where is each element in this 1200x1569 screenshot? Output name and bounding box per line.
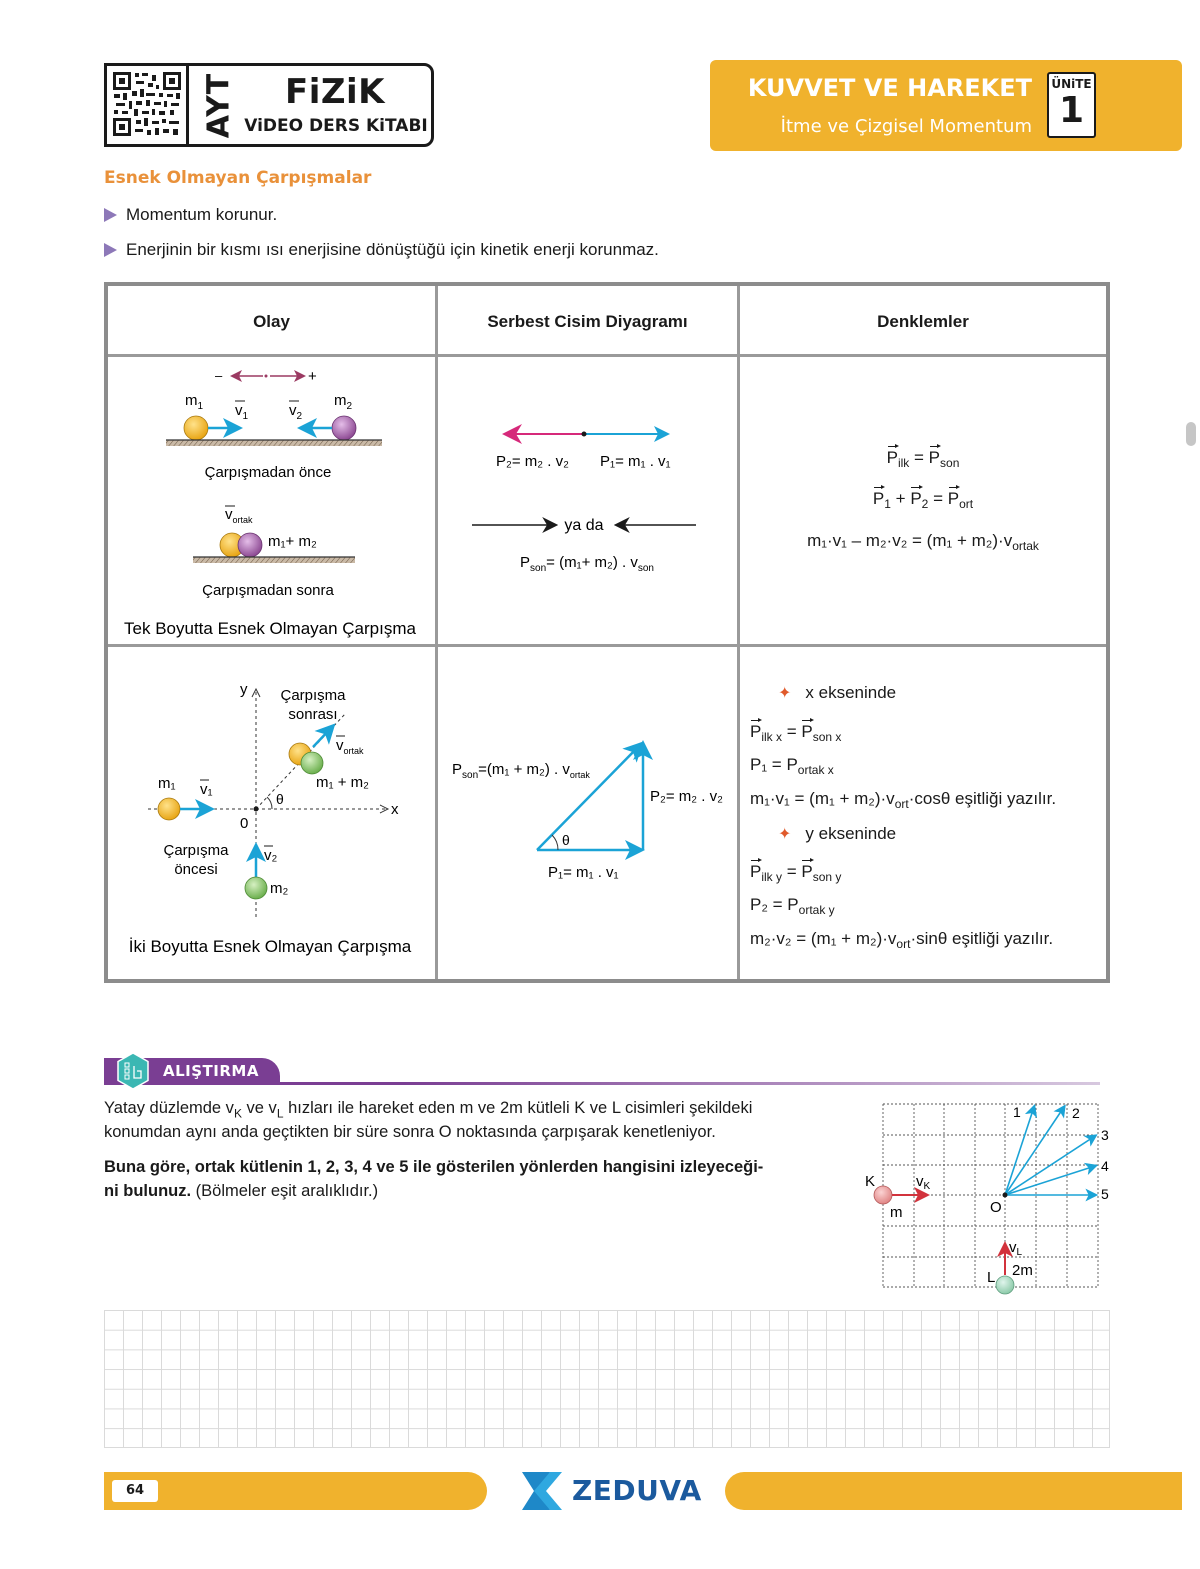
ball-m2 (238, 533, 262, 557)
point-O-label: O (990, 1199, 1002, 1216)
unit-subtitle: İtme ve Çizgisel Momentum (780, 116, 1032, 137)
x-equation-2: $P_1 = P_{ortak x}$ (750, 755, 834, 777)
header-olay: Olay (253, 312, 290, 331)
scrollbar-thumb[interactable] (1186, 422, 1196, 446)
object-K (874, 1186, 892, 1204)
mass-L-label: 2m (1012, 1262, 1033, 1279)
equation-momentum-conservation: $P_{ilk} = P_{son}$ (886, 448, 960, 470)
theta-arc (267, 797, 272, 809)
header-equations: Denklemler (877, 312, 969, 331)
star-bullet-icon: ✦ (778, 826, 792, 843)
velocity-K-label: $v_K$ (916, 1173, 931, 1192)
velocity-2-label: v₂ (264, 847, 278, 864)
direction-1-label: 1 (1013, 1104, 1021, 1120)
answer-work-grid[interactable] (104, 1310, 1110, 1448)
book-brand-box (104, 63, 434, 147)
origin-label: 0 (240, 815, 249, 832)
exercise-text-line-1: Yatay düzlemde $v_K$ ve $v_L$ hızları ile hareket eden m ve 2m kütleli K ve L cisimleri şekildeki (104, 1099, 753, 1121)
x-axis-heading: ✦ x ekseninde (778, 683, 897, 702)
unit-label: ÜNiTE (1051, 77, 1092, 91)
page-number: 64 (112, 1480, 158, 1502)
final-momentum-formula: $P_{son}=(m_1 + m_2)$ . $v_{ortak}$ (452, 761, 590, 781)
exercise-grid-figure (850, 1095, 1120, 1300)
x-equation-1: $P_{ilk x} = P_{son x}$ (750, 722, 842, 744)
y-axis-heading: ✦ y ekseninde (778, 824, 897, 843)
exercise-checklist-icon (116, 1052, 150, 1090)
origin-dot (254, 807, 259, 812)
one-dimensional-collision-figure (108, 357, 435, 644)
positive-sign: + (308, 368, 317, 385)
equation-scalar-momentum: $m_1\cdot v_1 - m_2\cdot v_2 = (m_1 + m_2)\cdot v_{ortak}$ (807, 531, 1039, 553)
zeduva-logo-icon (520, 1470, 566, 1512)
theta-label: θ (562, 832, 570, 848)
y-equation-1: $P_{ilk y} = P_{son y}$ (750, 862, 842, 884)
point-O (1003, 1193, 1008, 1198)
mass-2-label: m₂ (270, 880, 289, 897)
combined-mass-label: m₁ + m₂ (316, 774, 369, 791)
theta-arc (552, 835, 558, 850)
velocity-common-label: $v_{ortak}$ (225, 506, 253, 525)
unit-number: 1 (1058, 90, 1085, 131)
ball-m2 (332, 416, 356, 440)
ball-m2 (301, 752, 323, 774)
velocity-L-label: $v_L$ (1009, 1239, 1023, 1258)
negative-sign: – (215, 368, 223, 383)
ball-m1 (184, 416, 208, 440)
bullet-item: Enerjinin bir kısmı ısı enerjisine dönüştüğü için kinetik enerji korunmaz. (104, 240, 659, 260)
momentum-2-formula: P₂= m₂ . v₂ (650, 788, 723, 805)
object-L-label: L (987, 1269, 996, 1286)
two-dimensional-free-body-diagram (438, 647, 737, 979)
footer-left-band (104, 1472, 487, 1510)
footer-right-band (725, 1472, 1182, 1510)
ball-m2 (245, 877, 267, 899)
one-dimensional-caption: Tek Boyutta Esnek Olmayan Çarpışma (124, 619, 416, 638)
before-collision-caption: Çarpışmadan önce (204, 464, 332, 481)
velocity-1-label: v₁ (200, 781, 213, 798)
two-dimensional-caption: İki Boyutta Esnek Olmayan Çarpışma (128, 937, 412, 956)
after-collision-caption: Çarpışmadan sonra (202, 582, 334, 599)
direction-5-label: 5 (1101, 1186, 1109, 1202)
bullet-item: Momentum korunur. (104, 205, 277, 225)
object-L (996, 1276, 1014, 1294)
exam-label: AYT (201, 72, 237, 138)
ground-surface (166, 440, 382, 446)
mass-1-label: $m_1$ (185, 392, 204, 412)
unit-title: KUVVET VE HAREKET (747, 74, 1032, 102)
momentum-2-formula: P₂= m₂ . v₂ (496, 453, 569, 470)
y-equation-3: $m_2\cdot v_2 = (m_1 + m_2)\cdot v_{ort}\cdot\sin\theta$ eşitliği yazılır. (750, 929, 1054, 951)
direction-1-arrow (1005, 1107, 1034, 1195)
collision-table (104, 282, 1110, 983)
triangle-bullet-icon (104, 243, 117, 257)
y-equation-2: $P_2 = P_{ortak y}$ (750, 895, 835, 917)
direction-origin-dot (265, 375, 268, 378)
brand-logo-text: ZEDUVA (572, 1474, 702, 1507)
unit-banner (710, 60, 1182, 151)
exercise-question-line-2: ni bulunuz. (Bölmeler eşit aralıklıdır.) (104, 1182, 379, 1200)
direction-4-label: 4 (1101, 1158, 1109, 1174)
theta-label: θ (276, 791, 284, 807)
two-dimensional-collision-figure (108, 647, 435, 979)
direction-3-label: 3 (1101, 1127, 1109, 1143)
y-axis-label: y (240, 681, 248, 698)
header-diagram: Serbest Cisim Diyagramı (487, 312, 688, 331)
exercise-divider (104, 1082, 1100, 1085)
velocity-1-label: $v_1$ (235, 402, 249, 422)
combined-mass-label: m₁+ m₂ (268, 533, 317, 550)
mass-2-label: $m_2$ (334, 392, 353, 412)
before-collision-title: Çarpışma (163, 842, 229, 859)
one-dimensional-free-body-diagram (438, 357, 737, 644)
qr-code-icon (112, 71, 182, 137)
triangle-bullet-icon (104, 208, 117, 222)
velocity-common-arrow (313, 727, 332, 747)
direction-3-arrow (1005, 1136, 1095, 1195)
column-divider (737, 286, 740, 979)
exercise-question-line-1: Buna göre, ortak kütlenin 1, 2, 3, 4 ve 5 ile gösterilen yönlerden hangisini izleyeceği- (104, 1158, 764, 1176)
mass-K-label: m (890, 1204, 903, 1221)
ground-surface (193, 557, 355, 563)
section-title: Esnek Olmayan Çarpışmalar (104, 168, 372, 188)
or-label: ya da (564, 517, 604, 534)
momentum-1-formula: P₁= m₁ . v₁ (548, 864, 619, 881)
exercise-text-line-2: konumdan aynı anda geçtikten bir süre sonra O noktasında çarpışarak kenetleniyor. (104, 1123, 716, 1141)
x-axis-label: x (391, 801, 399, 818)
after-collision-title: Çarpışma (280, 687, 346, 704)
object-K-label: K (865, 1173, 876, 1190)
velocity-common-label: $v_{ortak}$ (336, 737, 364, 756)
unit-badge (1047, 72, 1096, 138)
velocity-2-label: $v_2$ (289, 402, 303, 422)
after-collision-title: sonrası (288, 706, 338, 723)
equation-momentum-sum: $P_1 + P_2 = P_{ort}$ (872, 489, 974, 511)
subject-title: FiZiK (284, 72, 386, 112)
origin-dot (582, 432, 587, 437)
qr-code[interactable] (107, 66, 189, 144)
book-type: ViDEO DERS KiTABI (244, 116, 428, 136)
direction-4-arrow (1005, 1166, 1095, 1195)
final-momentum-formula: $P_{son}= (m_1+ m_2)$ . $v_{son}$ (520, 554, 654, 574)
before-collision-title: öncesi (174, 861, 218, 878)
momentum-1-formula: P₁= m₁ . v₁ (600, 453, 671, 470)
exercise-label: ALIŞTIRMA (163, 1062, 259, 1080)
direction-2-arrow (1005, 1107, 1064, 1195)
direction-2-label: 2 (1072, 1105, 1080, 1121)
mass-1-label: m₁ (158, 775, 176, 792)
star-bullet-icon: ✦ (778, 685, 792, 702)
x-equation-3: $m_1\cdot v_1 = (m_1 + m_2)\cdot v_{ort}\cdot\cos\theta$ eşitliği yazılır. (750, 789, 1057, 811)
ball-m1 (158, 798, 180, 820)
